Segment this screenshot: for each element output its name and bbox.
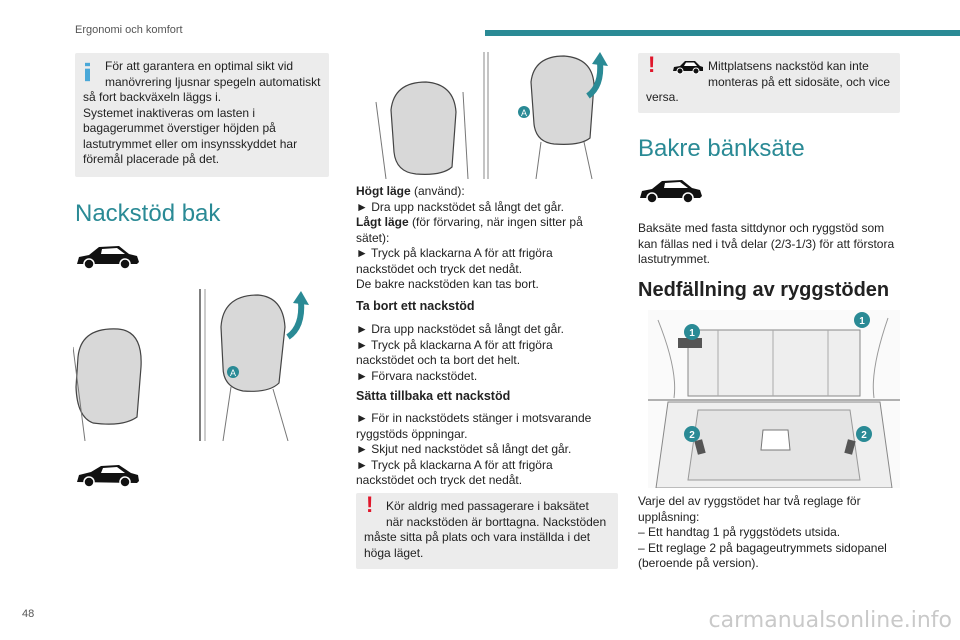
warning-text <box>646 90 894 106</box>
body-line: ► Tryck på klackarna A för att frigöra <box>356 246 553 260</box>
remove-headrest-title: Ta bort ett nackstöd <box>356 299 475 313</box>
header-accent-bar <box>485 30 960 36</box>
warning-line: höga läget. <box>364 545 424 560</box>
callout-2: 2 <box>689 430 695 441</box>
body-line: (beroende på version). <box>638 556 759 570</box>
body-line: upplåsning: <box>638 509 700 524</box>
info-line: Systemet inaktiveras om lasten i <box>83 105 256 120</box>
headrest-positions-illustration <box>356 52 618 179</box>
callout-2: 2 <box>861 430 867 441</box>
callout-1: 1 <box>689 328 695 339</box>
body-line: Varje del av ryggstödet har två reglage för <box>638 494 861 508</box>
body-line: – Ett reglage 2 på bagageutrymmets sidopanel <box>638 540 887 555</box>
step-line: nackstödet och tryck det nedåt. <box>356 473 523 487</box>
car-suv-icon <box>638 178 704 204</box>
info-line: lastutrymmet eller om insynsskyddet har <box>83 136 298 151</box>
car-suv-icon <box>75 244 141 270</box>
body-line: Lågt läge (för förvaring, när ingen sitter på <box>356 215 583 229</box>
info-icon <box>85 61 90 83</box>
info-line: så fort backväxeln läggs i. <box>83 90 222 104</box>
warning-text-indented <box>364 492 612 530</box>
running-header: Ergonomi och komfort <box>75 24 183 36</box>
body-line: Baksäte med fasta sittdynor och ryggstöd som <box>638 221 885 235</box>
watermark: carmanualsonline.info <box>708 608 952 633</box>
page-number: 48 <box>22 608 35 620</box>
body-line: lastutrymmet. <box>638 252 711 266</box>
refit-headrest-title: Sätta tillbaka ett nackstöd <box>356 389 511 403</box>
warning-line: Kör aldrig med passagerare i baksätet <box>386 499 589 513</box>
info-note-text <box>83 90 323 168</box>
subsection-title-nedfallning: Nedfällning av ryggstöden <box>638 279 890 301</box>
body-line: nackstödet och tryck det nedåt. <box>356 261 523 276</box>
warning-icon: ! <box>648 52 656 77</box>
step-line: ► Tryck på klackarna A för att frigöra <box>356 337 553 352</box>
warning-icon: ! <box>366 492 374 517</box>
info-line: föremål placerade på det. <box>83 152 220 166</box>
section-title-bakre-banksate: Bakre bänksäte <box>638 135 805 162</box>
body-line: ► Dra upp nackstödet så långt det går. <box>356 199 565 214</box>
headrest-illustration <box>73 287 327 441</box>
warning-text <box>364 530 612 561</box>
step-line: nackstödet och ta bort det helt. <box>356 353 521 367</box>
step-line: ryggstöds öppningar. <box>356 426 468 441</box>
svg-text:A: A <box>520 108 528 118</box>
step-line: ► För in nackstödets stänger i motsvarande <box>356 411 592 425</box>
headrest-positions-text <box>356 184 618 293</box>
warning-line: monteras på ett sidosäte, och vice <box>708 74 891 89</box>
warning-box-headrests <box>356 493 618 569</box>
warning-line: när nackstöden är borttagna. Nackstöden <box>386 514 607 529</box>
callout-a: A <box>229 368 237 378</box>
body-line: – Ett handtag 1 på ryggstödets utsida. <box>638 525 841 539</box>
rear-bench-intro <box>638 221 904 268</box>
callout-1: 1 <box>859 316 865 327</box>
info-note-text-indented <box>83 59 323 90</box>
body-line: Högt läge (använd): <box>356 184 465 198</box>
body-line: kan fällas ned i två delar (2/3-1/3) för att förstora <box>638 236 895 251</box>
car-small-icon <box>672 59 704 75</box>
step-line: ► Dra upp nackstödet så långt det går. <box>356 322 565 336</box>
step-line: ► Tryck på klackarna A för att frigöra <box>356 457 553 472</box>
info-line: bagagerummet överstiger höjden på <box>83 121 276 135</box>
remove-headrest-steps <box>356 322 618 384</box>
step-line: ► Förvara nackstödet. <box>356 368 478 383</box>
warning-line: versa. <box>646 90 679 104</box>
info-line: För att garantera en optimal sikt vid <box>105 59 294 73</box>
refit-headrest-steps <box>356 411 618 489</box>
section-title-nackstod-bak: Nackstöd bak <box>75 200 221 227</box>
info-line: manövrering ljusnar spegeln automatiskt <box>105 74 321 89</box>
body-line: De bakre nackstöden kan tas bort. <box>356 277 539 291</box>
warning-box-center-headrest <box>638 53 900 113</box>
warning-line: måste sitta på plats och vara inställda i det <box>364 530 591 544</box>
warning-line: Mittplatsens nackstöd kan inte <box>708 59 869 73</box>
step-line: ► Skjut ned nackstödet så långt det går. <box>356 442 572 456</box>
car-hatchback-icon <box>75 462 141 488</box>
info-note-box <box>75 53 329 177</box>
body-line: sätet): <box>356 230 390 245</box>
release-controls-text <box>638 494 904 572</box>
rear-seat-release-illustration <box>648 310 900 488</box>
